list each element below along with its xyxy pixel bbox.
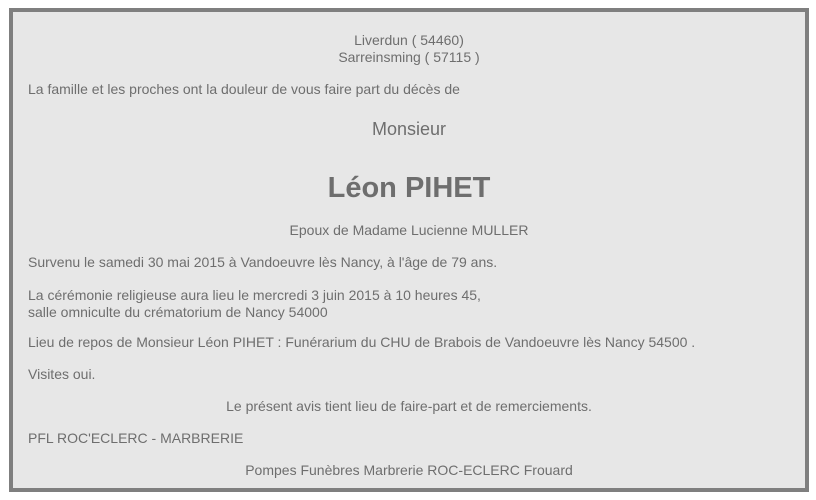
deceased-name: Léon PIHET bbox=[327, 172, 491, 204]
obituary-notice bbox=[9, 8, 809, 492]
location-line-2: Sarreinsming ( 57115 ) bbox=[338, 49, 480, 65]
death-details: Survenu le samedi 30 mai 2015 à Vandoeuvre lès Nancy, à l'âge de 79 ans. bbox=[28, 254, 498, 270]
ceremony-line-2: salle omniculte du crématorium de Nancy 54000 bbox=[28, 304, 328, 320]
funeral-home-name: Pompes Funèbres Marbrerie ROC-ECLERC Frouard bbox=[245, 462, 573, 478]
acknowledgement-text: Le présent avis tient lieu de faire-part et de remerciements. bbox=[226, 398, 592, 414]
visits-text: Visites oui. bbox=[28, 366, 96, 382]
company-name: PFL ROC'ECLERC - MARBRERIE bbox=[28, 430, 244, 446]
spouse-text: Epoux de Madame Lucienne MULLER bbox=[289, 222, 529, 238]
honorific-title: Monsieur bbox=[371, 119, 447, 139]
ceremony-line-1: La cérémonie religieuse aura lieu le mercredi 3 juin 2015 à 10 heures 45, bbox=[28, 287, 481, 303]
rest-place-text: Lieu de repos de Monsieur Léon PIHET : Funérarium du CHU de Brabois de Vandoeuvre lès Nancy 54500 . bbox=[28, 334, 696, 350]
intro-text: La famille et les proches ont la douleur de vous faire part du décès de bbox=[28, 81, 460, 97]
location-line-1: Liverdun ( 54460) bbox=[354, 32, 464, 48]
